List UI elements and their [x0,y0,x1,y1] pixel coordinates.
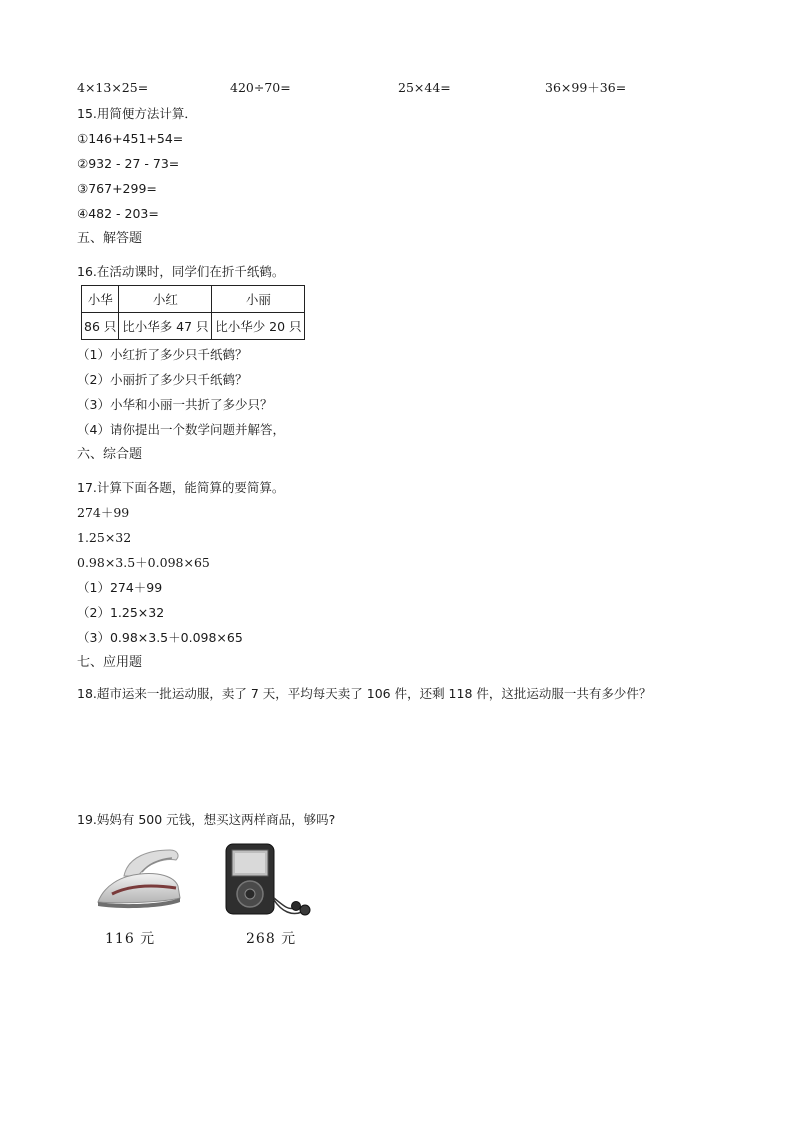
q17-expr-2: 1.25×32 [77,530,132,545]
q14-expr-2: 420÷70= [230,80,291,95]
q15-item-4: ④482 - 203= [77,206,159,221]
q16-item-3: （3）小华和小丽一共折了多少只？ [77,397,273,412]
table-header-row [82,286,305,313]
section-6-heading: 六、综合题 [77,447,143,462]
q16-item-2: （2）小丽折了多少只千纸鹤？ [77,372,248,387]
table-header-cell: 小红 [119,286,212,313]
q17-expr-1: 274＋99 [77,505,130,520]
table-row [82,313,305,340]
table-cell: 比小华少 20 只 [212,313,305,340]
table-header-cell: 小丽 [212,286,305,313]
q15-item-1: ①146+451+54= [77,131,184,146]
section-5-heading: 五、解答题 [77,231,143,246]
q18-text: 18.超市运来一批运动服，卖了 7 天，平均每天卖了 106 件，还剩 118 件，这批运动服一共有多少件？ [77,686,652,701]
q16-item-1: （1）小红折了多少只千纸鹤？ [77,347,248,362]
q15-item-2: ②932 - 27 - 73= [77,156,180,171]
q17-title: 17.计算下面各题，能简算的要简算。 [77,480,285,495]
table-header-cell: 小华 [82,286,119,313]
q17-expr-3: 0.98×3.5＋0.098×65 [77,555,210,570]
q15-title: 15.用简便方法计算． [77,106,197,121]
q16-table [81,285,305,340]
mp3-player-icon [222,842,314,921]
iron-icon [94,842,184,917]
iron-price: 116 元 [105,931,156,947]
mp3-player-price: 268 元 [246,931,297,947]
q17-item-2: （2）1.25×32 [77,605,165,620]
table-cell: 86 只 [82,313,119,340]
q15-item-3: ③767+299= [77,181,157,196]
q16-title: 16.在活动课时，同学们在折千纸鹤。 [77,264,285,279]
table-cell: 比小华多 47 只 [119,313,212,340]
q14-expr-3: 25×44= [398,80,451,95]
q14-expr-4: 36×99＋36= [545,80,627,95]
q14-expr-1: 4×13×25= [77,80,149,95]
q17-item-3: （3）0.98×3.5＋0.098×65 [77,630,243,645]
section-7-heading: 七、应用题 [77,655,143,670]
q19-title: 19.妈妈有 500 元钱，想买这两样商品，够吗? [77,812,336,827]
q17-item-1: （1）274＋99 [77,580,163,595]
q16-item-4: （4）请你提出一个数学问题并解答， [77,422,285,437]
